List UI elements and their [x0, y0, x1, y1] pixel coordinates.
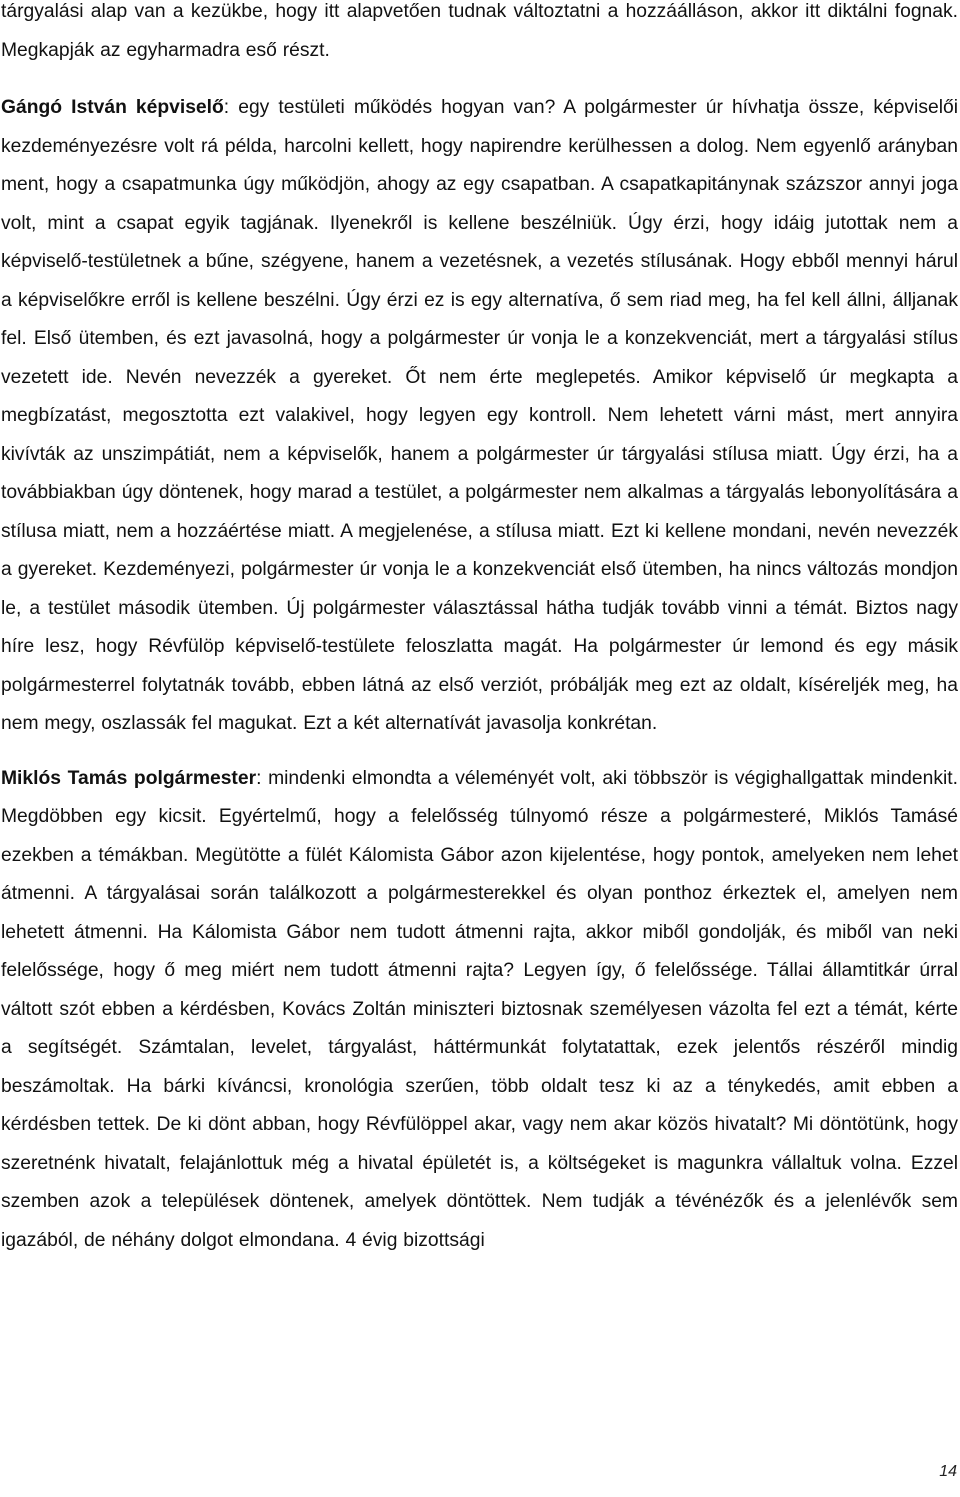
- speaker-name: Gángó István képviselő: [1, 97, 224, 118]
- paragraph-continuation: [1, 0, 958, 70]
- page-number: 14: [939, 1463, 957, 1480]
- paragraph-text: tárgyalási alap van a kezükbe, hogy itt alapvetően tudnak változtatni a hozzáálláson, akkor itt diktálni fognak. Megkapják az egyharmadra eső részt.: [1, 1, 958, 61]
- paragraph-text: : mindenki elmondta a véleményét volt, aki többször is végighallgattak mindenkit. Megdöbben egy kicsit. Egyértelmű, hogy a felelősség túlnyomó része a polgármesteré, Miklós Tamásé ezekben a témákban. Megütötte a fülét Kálomista Gábor azon kijelentése, hogy pontok, amelyeken nem lehet átmenni. A tárgyalásai során találkozott a polgármesterekkel és olyan ponthoz érkeztek el, amelyen nem lehetett átmenni. Ha Kálomista Gábor nem tudott átmenni rajta, akkor miből gondolják, és miből van neki felelőssége, hogy ő meg miért nem tudott átmenni rajta? Legyen így, ő felelőssége. Tállai államtitkár úrral váltott szót ebben a kérdésben, Kovács Zoltán miniszteri biztosnak személyesen vázolta fel ezt a témát, kérte a segítségét. Számtalan, levelet, tárgyalást, háttérmunkát folytatattak, ezek jelentős részéről mindig beszámoltak. Ha bárki kíváncsi, kronológia szerűen, több oldalt tesz ki az a ténykedés, amit ebben a kérdésben tettek. De ki dönt abban, hogy Révfülöppel akar, vagy nem akar közös hivatalt? Mi döntötünk, hogy szeretnénk hivatalt, felajánlottuk még a hivatal épületét is, a költségeket is magunkra vállaltuk volna. Ezzel szemben azok a települések döntenek, amelyek döntöttek. Nem tudják a tévénézők és a jelenlévők sem igazából, de néhány dolgot elmondana. 4 évig bizottsági: [1, 767, 958, 1251]
- speaker-name: Miklós Tamás polgármester: [1, 767, 257, 789]
- paragraph-gango-istvan: [1, 89, 958, 744]
- paragraph-miklos-tamas: [1, 760, 958, 1261]
- paragraph-text: : egy testületi működés hogyan van? A polgármester úr hívhatja össze, képviselői kezdeményezésre volt rá példa, harcolni kellett, hogy napirendre kerülhessen a dolog. Nem egyenlő arányban ment, hogy a csapatmunka úgy működjön, ahogy az egy csapatban. A csapatkapitánynak százszor annyi joga volt, mint a csapat egyik tagjának. Ilyenekről is kellene beszélniük. Úgy érzi, hogy idáig jutottak nem a képviselő-testületnek a bűne, szégyene, hanem a vezetésnek, a vezetés stílusának. Hogy ebből mennyi hárul a képviselőkre erről is kellene beszélni. Úgy érzi ez is egy alternatíva, ő sem riad meg, ha fel kell állni, álljanak fel. Első ütemben, és ezt javasolná, hogy a polgármester úr vonja le a konzekvenciát, mert a tárgyalási stílus vezetett ide. Nevén nevezzék a gyereket. Őt nem érte meglepetés. Amikor képviselő úr megkapta a megbízatást, megosztotta ezt valakivel, hogy legyen egy kontroll. Nem lehetett várni mást, mert annyira kivívták az unszimpátiát, nem a képviselők, hanem a polgármester úr tárgyalási stílusa miatt. Úgy érzi, ha a továbbiakban úgy döntenek, hogy marad a testület, a polgármester nem alkalmas a tárgyalás lebonyolítására a stílusa miatt, nem a hozzáértése miatt. A megjelenése, a stílusa miatt. Ezt ki kellene mondani, nevén nevezzék a gyereket. Kezdeményezi, polgármester úr vonja le a konzekvenciát első ütemben, ha nincs változás mondjon le, a testület második ütemben. Új polgármester választással hátha tudják tovább vinni a témát. Biztos nagy híre lesz, hogy Révfülöp képviselő-testülete feloszlatta magát. Ha polgármester úr lemond és egy másik polgármesterrel folytatnák tovább, ebben látná az első verziót, próbálják meg ezt az oldalt, kíséreljék meg, ha nem megy, oszlassák fel magukat. Ezt a két alternatívát javasolja konkrétan.: [1, 97, 958, 734]
